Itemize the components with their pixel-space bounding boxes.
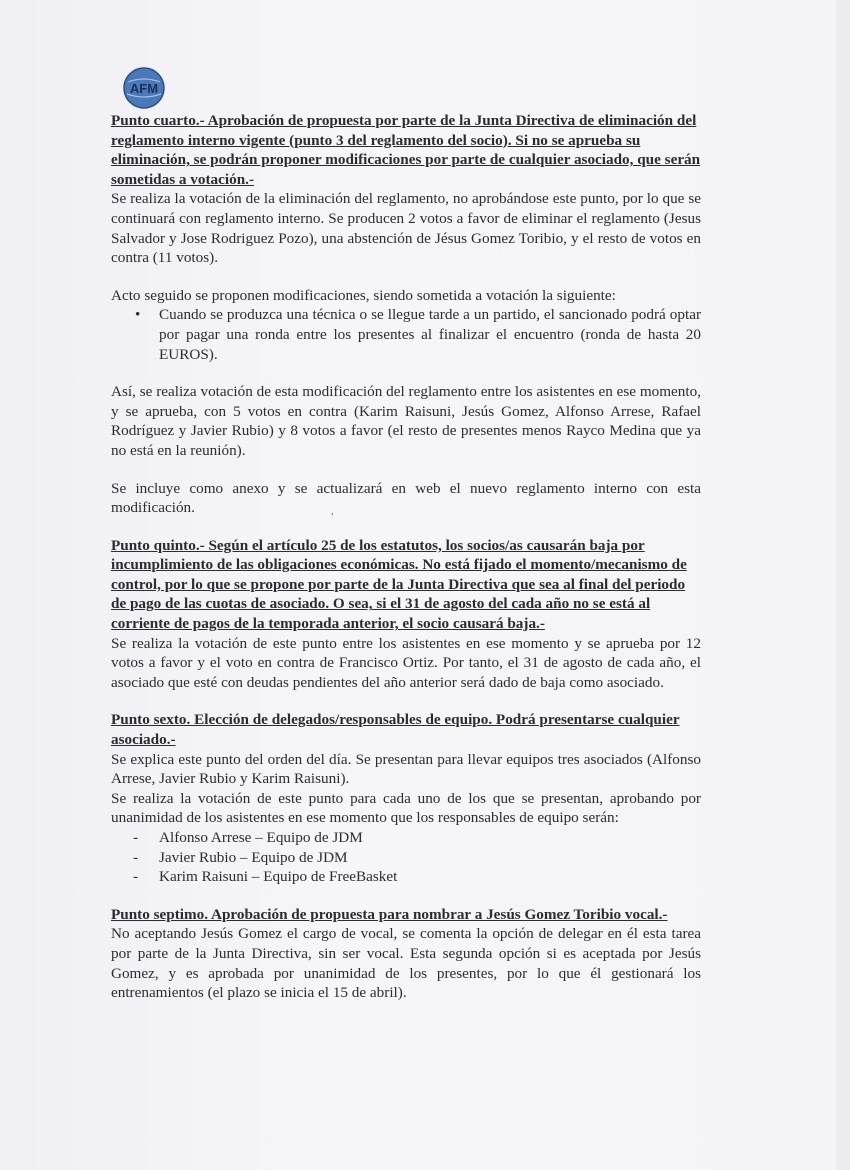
paragraph: Así, se realiza votación de esta modificación del reglamento entre los asistentes en ese momento, y se aprueba, con 5 votos en contra (Karim Raisuni, Jesús Gomez, Alfonso Arrese, Rafael Rodríguez y Javier Rubio) y 8 votos a favor (el resto de presentes menos Rayco Medina que ya no está en la reunión). — [111, 383, 701, 459]
list-item: - Karim Raisuni – Equipo de FreeBasket — [159, 867, 701, 887]
paragraph: Se realiza la votación de este punto entre los asistentes en ese momento y se aprueba por 12 votos a favor y el voto en contra de Francisco Ortiz. Por tanto, el 31 de agosto de cada año, el asociado que esté con deudas pendientes del año anterior será dado de baja como asociado. — [111, 634, 701, 691]
heading-punto-sexto: Punto sexto. Elección de delegados/responsables de equipo. Podrá presentarse cualquier asociado.- — [111, 711, 680, 749]
heading-punto-cuarto: Punto cuarto.- Aprobación de propuesta por parte de la Junta Directiva de eliminación del reglamento interno vigente (punto 3 del reglamento del socio). Si no se aprueba su eliminación, se podrán proponer modificaciones por parte de cualquier asociado, que serán sometidas a votación.- — [111, 112, 701, 188]
paragraph: Se explica este punto del orden del día. Se presentan para llevar equipos tres asociados (Alfonso Arrese, Javier Rubio y Karim Raisuni). — [111, 750, 701, 788]
paragraph: Se realiza la votación de la eliminación del reglamento, no aprobándose este punto, por lo que se continuará con reglamento interno. Se producen 2 votos a favor de eliminar el reglamento (Jesus Salvador y Jose Rodriguez Pozo), una abstención de Jésus Gomez Toribio, y el resto de votos en contra (11 votos). — [111, 190, 701, 267]
list-item: - Javier Rubio – Equipo de JDM — [159, 848, 701, 868]
list-item: - Alfonso Arrese – Equipo de JDM — [159, 828, 701, 848]
logo-text: AFM — [129, 81, 159, 96]
paragraph: No aceptando Jesús Gomez el cargo de vocal, se comenta la opción de delegar en él esta tarea por parte de la Junta Directiva, sin ser vocal. Esta segunda opción si es aceptada por Jesús Gomez, y es aprobada por unanimidad de los presentes, por lo que él gestionará los entrenamientos (el plazo se inicia el 15 de abril). — [111, 925, 701, 1002]
scan-mark: , — [331, 506, 334, 517]
page-edge — [836, 0, 850, 1170]
paragraph: Se incluye como anexo y se actualizará en web el nuevo reglamento interno con esta modificación. — [111, 479, 701, 517]
association-logo — [122, 66, 166, 110]
paragraph: Acto seguido se proponen modificaciones, siendo sometida a votación la siguiente: — [111, 286, 616, 304]
heading-punto-septimo: Punto septimo. Aprobación de propuesta para nombrar a Jesús Gomez Toribio vocal.- — [111, 905, 668, 923]
heading-punto-quinto: Punto quinto.- Según el artículo 25 de los estatutos, los socios/as causarán baja por incumplimiento de las obligaciones económicas. No está fijado el momento/mecanismo de control, por lo que se propone por parte de la Junta Directiva que sea al final del periodo de pago de las cuotas de asociado. O sea, si el 31 de agosto del cada año no se está al corriente de pagos de la temporada anterior, el socio causará baja.- — [111, 536, 687, 633]
list-item: • Cuando se produzca una técnica o se llegue tarde a un partido, el sancionado podrá optar por pagar una ronda entre los presentes al finalizar el encuentro (ronda de hasta 20 EUROS). — [159, 305, 701, 364]
bullet-list — [111, 305, 701, 364]
minutes-body — [111, 111, 701, 1003]
paragraph: Se realiza la votación de este punto para cada uno de los que se presentan, aprobando por unanimidad de los asistentes en ese momento que los responsables de equipo serán: — [111, 789, 701, 827]
responsables-list — [111, 828, 701, 887]
